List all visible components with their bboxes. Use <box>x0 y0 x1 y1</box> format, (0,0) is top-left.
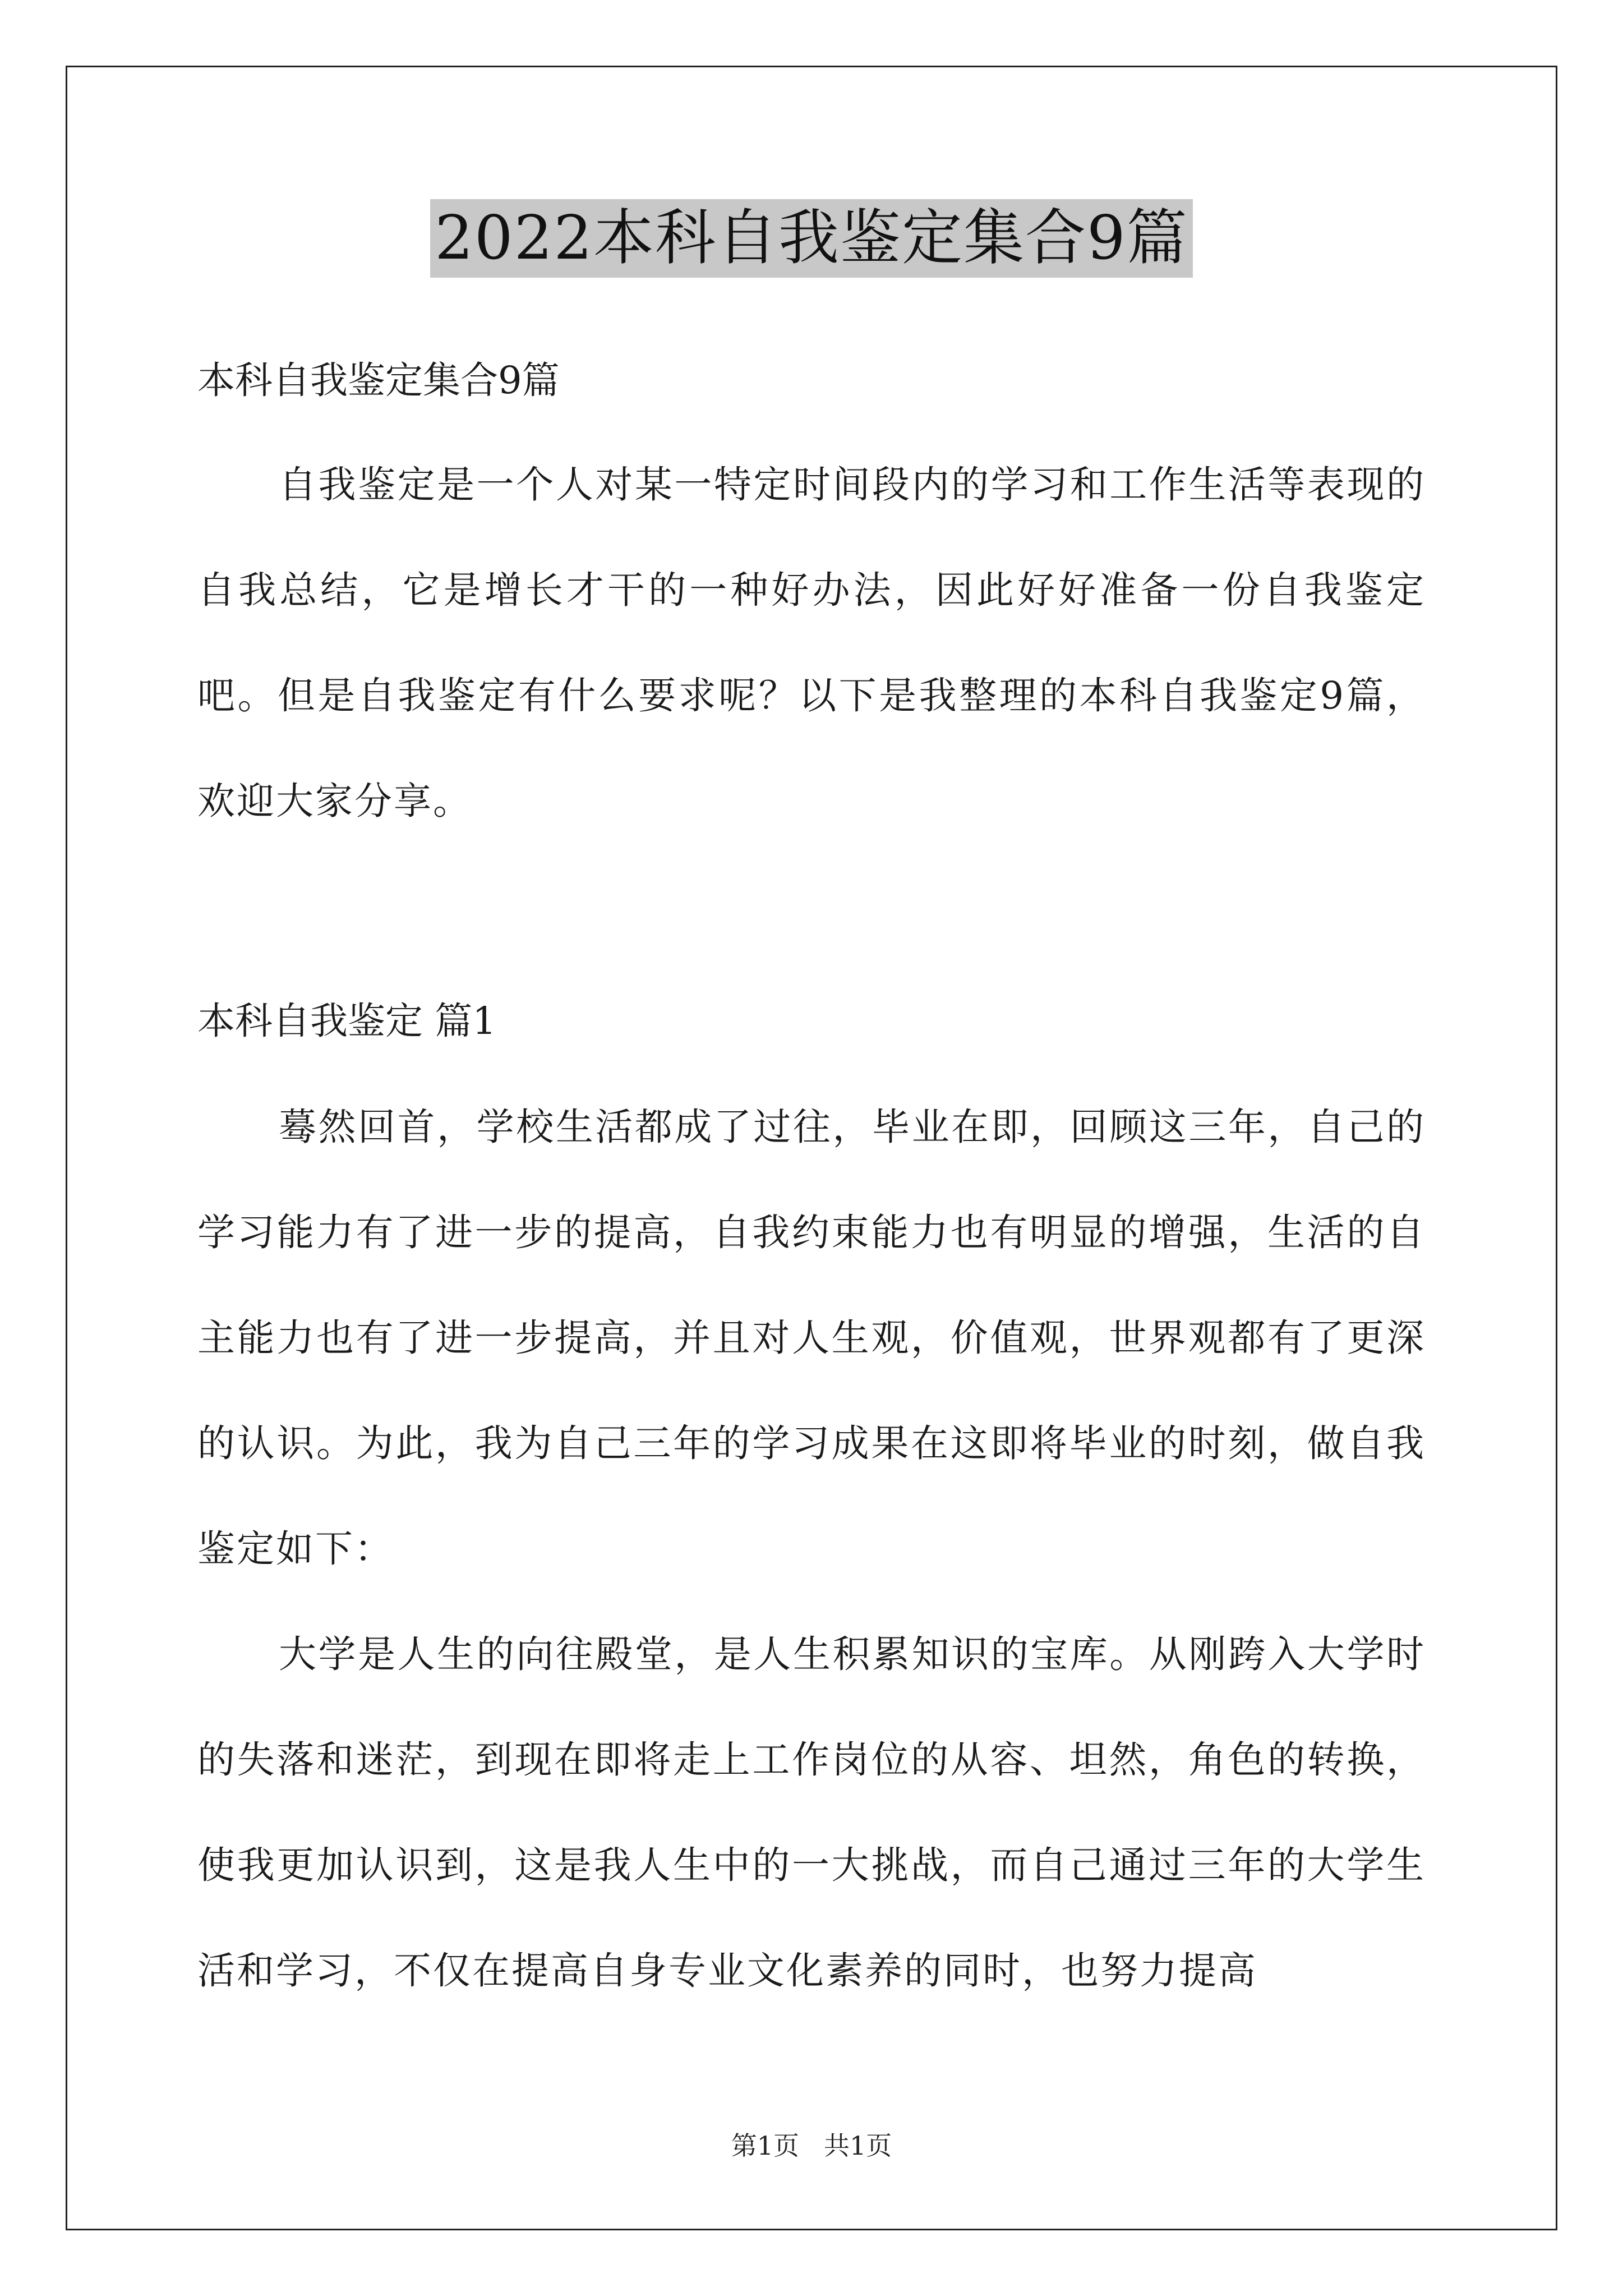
page-footer <box>0 2129 1623 2162</box>
title-container <box>0 199 1623 278</box>
page-number-current: 第1页 <box>731 2131 800 2161</box>
document-subtitle: 本科自我鉴定集合9篇 <box>197 358 560 402</box>
page-number-total: 共1页 <box>823 2131 892 2161</box>
section-1-heading: 本科自我鉴定 篇1 <box>197 999 496 1043</box>
section-1-paragraph-2: 大学是人生的向往殿堂，是人生积累知识的宝库。从刚跨入大学时的失落和迷茫，到现在即将走上工作岗位的从容、坦然，角色的转换，使我更加认识到，这是我人生中的一大挑战，而自己通过三年的大学生活和学习，不仅在提高自身专业文化素养的同时，也努力提高 <box>197 1632 1426 1993</box>
intro-paragraph: 自我鉴定是一个人对某一特定时间段内的学习和工作生活等表现的自我总结，它是增长才干的一种好办法，因此好好准备一份自我鉴定吧。但是自我鉴定有什么要求呢？以下是我整理的本科自我鉴定9篇，欢迎大家分享。 <box>197 463 1426 823</box>
section-1-paragraph-1: 蓦然回首，学校生活都成了过往，毕业在即，回顾这三年，自己的学习能力有了进一步的提高，自我约束能力也有明显的增强，生活的自主能力也有了进一步提高，并且对人生观，价值观，世界观都有了更深的认识。为此，我为自己三年的学习成果在这即将毕业的时刻，做自我鉴定如下： <box>197 1105 1426 1571</box>
document-title: 2022本科自我鉴定集合9篇 <box>430 199 1193 278</box>
